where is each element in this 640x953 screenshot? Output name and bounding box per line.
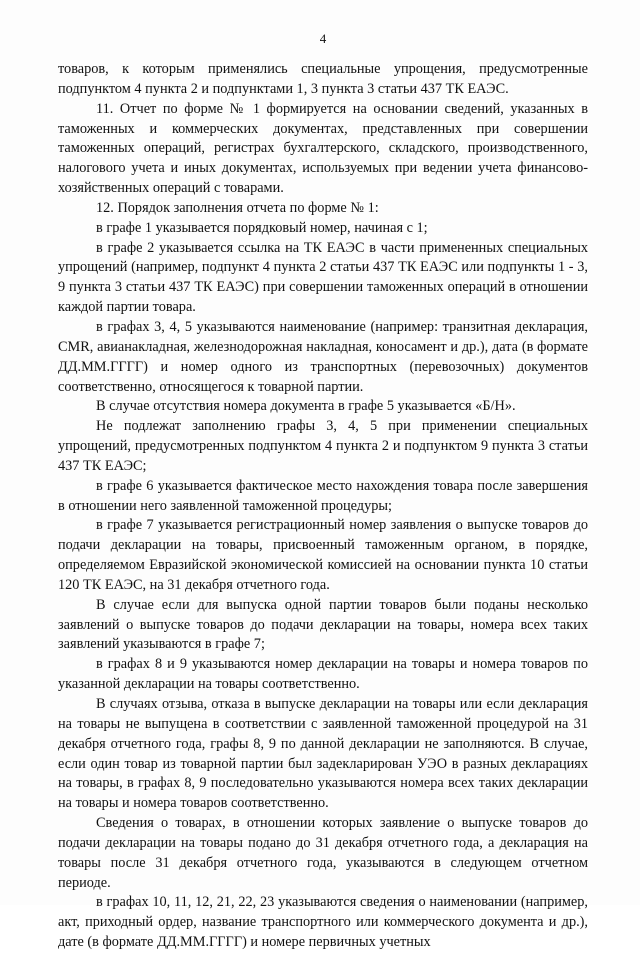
paragraph-no-document-number: В случае отсутствия номера документа в графе 5 указывается «Б/Н». xyxy=(96,398,516,415)
paragraph-column-7-multiple: В случае если для выпуска одной партии товаров были поданы несколько заявлений о выпуске товаров до подачи декларации на товары, номера всех таких заявлений указываются в графе 7; xyxy=(58,596,588,653)
paragraph-column-6: в графе 6 указывается фактическое место нахождения товара после завершения в отношении него заявленной таможенной процедуры; xyxy=(58,477,588,514)
paragraph-columns-3-5: в графах 3, 4, 5 указываются наименование (например: транзитная декларация, CMR, авианакладная, железнодорожная накладная, коносамент и др.), дата (в формате ДД.ММ.ГГГГ) и номер одного из транспортных (перевозочных) документов соответственно, относящегося к товарной партии. xyxy=(58,318,588,395)
paragraph-column-1: в графе 1 указывается порядковый номер, начиная с 1; xyxy=(96,219,428,236)
paragraph-continuation: товаров, к которым применялись специальные упрощения, предусмотренные подпунктом 4 пункта 2 и подпунктами 1, 3 пункта 3 статьи 437 ТК ЕАЭС. xyxy=(58,61,588,97)
paragraph-columns-3-5-exemption: Не подлежат заполнению графы 3, 4, 5 при применении специальных упрощений, предусмотренных подпунктом 4 пункта 2 и подпунктом 9 пункта 3 статьи 437 ТК ЕАЭС; xyxy=(58,418,588,474)
paragraph-columns-10-23: в графах 10, 11, 12, 21, 22, 23 указываются сведения о наименовании (например, акт, приходный ордер, название транспортного или коммерческого документа и др.), дате (в формате ДД.ММ.ГГГГ) и номере первичных учетных xyxy=(58,894,588,951)
paragraph-column-7: в графе 7 указывается регистрационный номер заявления о выпуске товаров до подачи декларации на товары, присвоенный таможенным органом, в порядке, определяемом Евразийской экономической комиссией на основании пункта 10 статьи 120 ТК ЕАЭС, на 31 декабря отчетного года. xyxy=(58,517,588,593)
paragraph-item-12: 12. Порядок заполнения отчета по форме № 1: xyxy=(96,199,379,216)
paragraph-item-11: 11. Отчет по форме № 1 формируется на основании сведений, указанных в таможенных и коммерческих документах, представленных при совершении таможенных операций, регистрах бухгалтерского, складского, производственного, налогового учета и иных документах, используемых при ведении учета финансово-хозяйственных операций с товарами. xyxy=(58,100,588,197)
paragraph-next-period: Сведения о товарах, в отношении которых заявление о выпуске товаров до подачи декларации на товары подано до 31 декабря отчетного года, а декларация на товары после 31 декабря отчетного года, указываются в следующем отчетном периоде. xyxy=(58,815,588,891)
paragraph-columns-8-9-exceptions: В случаях отзыва, отказа в выпуске декларации на товары или если декларация на товары не выпущена в соответствии с заявленной таможенной процедурой на 31 декабря отчетного года, графы 8, 9 по данной декларации не заполняются. В случае, если один товар из товарной партии был задекларирован УЭО в разных декларациях на товары, в графах 8, 9 последовательно указываются номера всех таких декларации на товары и номера товаров соответственно. xyxy=(58,696,588,812)
page-number: 4 xyxy=(319,31,327,46)
paragraph-column-2: в графе 2 указывается ссылка на ТК ЕАЭС в части примененных специальных упрощений (например, подпункт 4 пункта 2 статьи 437 ТК ЕАЭС или подпункты 1 - 3, 9 пункта 3 статьи 437 ТК ЕАЭС) при совершении таможенных операций в отношении каждой партии товара. xyxy=(58,239,588,316)
document-body xyxy=(58,60,588,953)
paragraph-columns-8-9: в графах 8 и 9 указываются номер декларации на товары и номера товаров по указанной декларации на товары соответственно. xyxy=(58,656,588,693)
